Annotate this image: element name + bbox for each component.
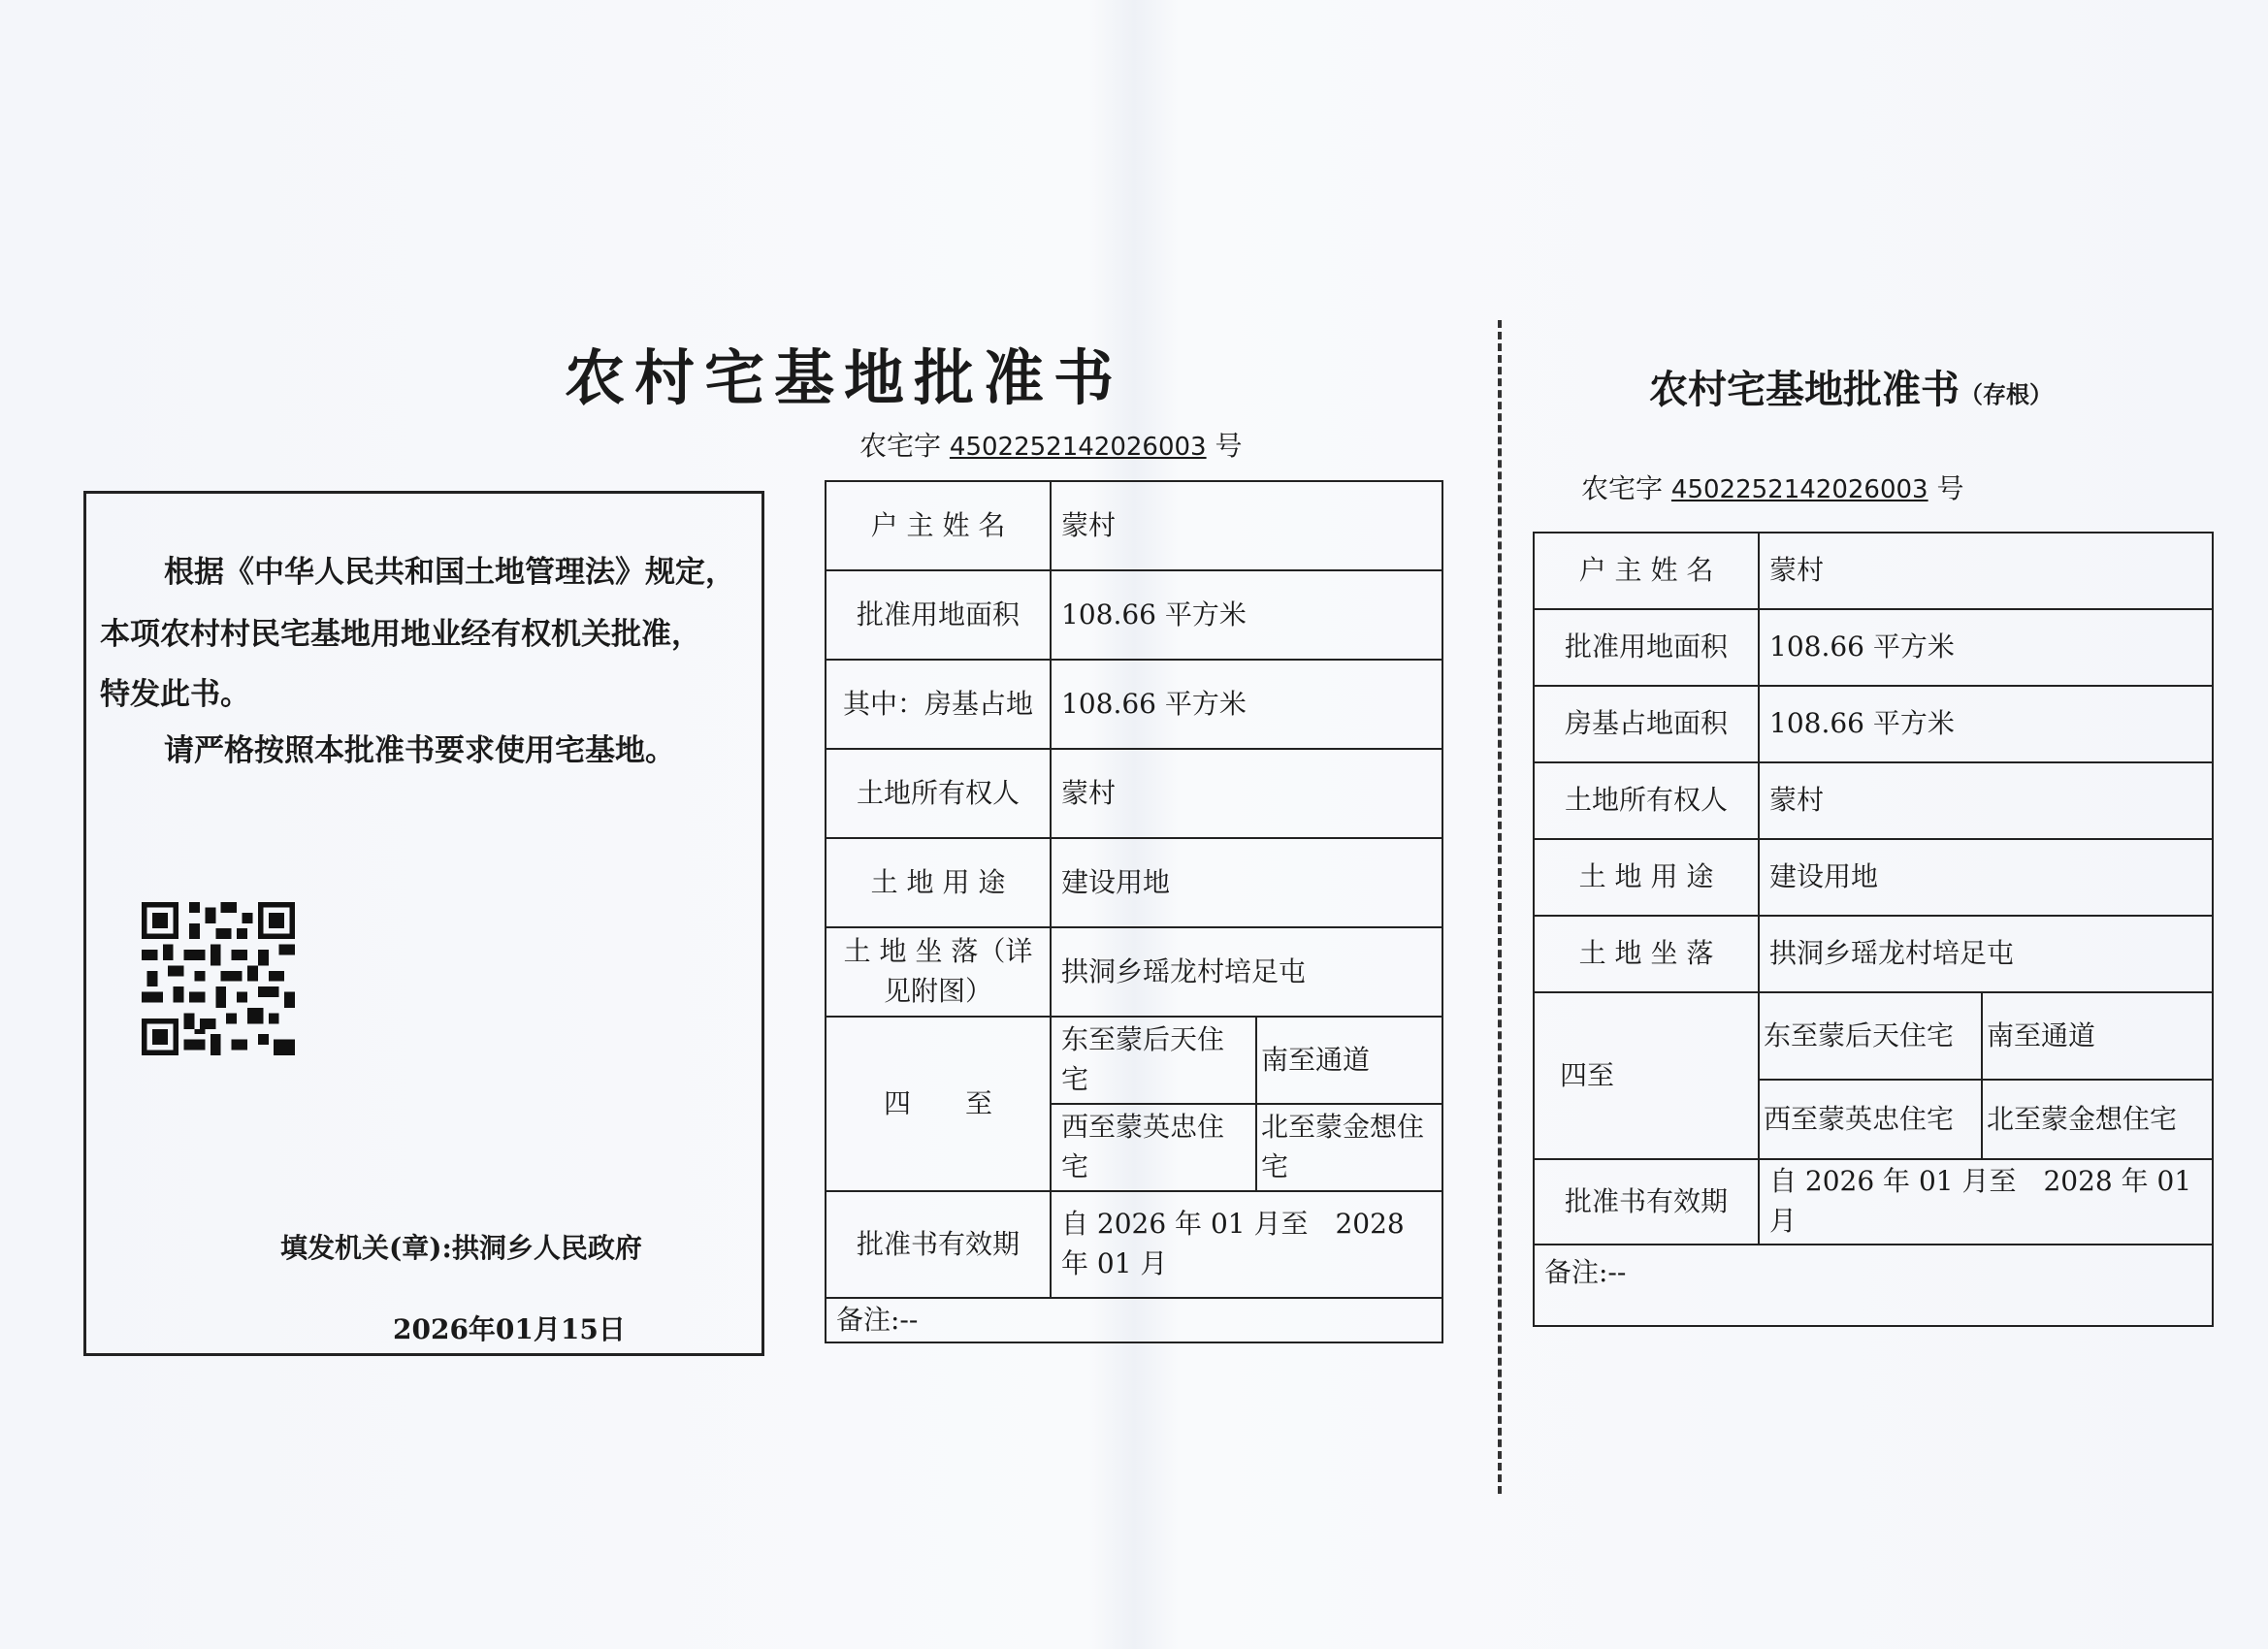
- location-value: 拱洞乡瑶龙村培足屯: [1051, 927, 1442, 1017]
- stub-landowner-value: 蒙村: [1759, 762, 2213, 839]
- validity-label: 批准书有效期: [826, 1191, 1051, 1298]
- document-number: [859, 425, 1243, 464]
- boundaries-label: 四 至: [826, 1017, 1051, 1191]
- stub-title-note: （存根）: [1960, 380, 2053, 408]
- landowner-label: 土地所有权人: [826, 749, 1051, 838]
- stub-docno-suffix: 号: [1936, 472, 1964, 504]
- area-value: 108.66 平方米: [1051, 570, 1442, 660]
- stub-east-boundary: 东至蒙后天住宅: [1759, 992, 1982, 1080]
- base-area-label: 其中：房基占地: [826, 660, 1051, 749]
- issue-date: 2026年01月15日: [393, 1313, 626, 1345]
- stub-area-value: 108.66 平方米: [1759, 609, 2213, 686]
- qr-code-icon: [142, 902, 295, 1055]
- stub-location-label: 土 地 坐 落: [1534, 916, 1759, 992]
- stub-details-table: [1533, 532, 2214, 1327]
- statement-line-4: 请严格按照本批准书要求使用宅基地。: [164, 733, 675, 768]
- stub-boundaries-label: 四至: [1534, 992, 1759, 1159]
- east-boundary: 东至蒙后天住宅: [1051, 1017, 1256, 1104]
- north-boundary: 北至蒙金想住宅: [1256, 1104, 1442, 1191]
- docno-prefix: 农宅字: [859, 430, 942, 462]
- owner-value: 蒙村: [1051, 481, 1442, 570]
- land-use-label: 土 地 用 途: [826, 838, 1051, 927]
- stub-docno-prefix: 农宅字: [1581, 472, 1664, 504]
- stub-title-text: 农村宅基地批准书: [1649, 367, 1960, 412]
- landowner-value: 蒙村: [1051, 749, 1442, 838]
- stub-area-label: 批准用地面积: [1534, 609, 1759, 686]
- land-use-value: 建设用地: [1051, 838, 1442, 927]
- stub-base-area-value: 108.66 平方米: [1759, 686, 2213, 762]
- area-label: 批准用地面积: [826, 570, 1051, 660]
- tear-line: [1498, 320, 1502, 1494]
- stub-land-use-label: 土 地 用 途: [1534, 839, 1759, 916]
- docno-suffix: 号: [1215, 430, 1243, 462]
- stub-south-boundary: 南至通道: [1982, 992, 2213, 1080]
- stub-landowner-label: 土地所有权人: [1534, 762, 1759, 839]
- location-label: 土 地 坐 落（详见附图）: [826, 927, 1051, 1017]
- docno-number: 4502252142026003: [949, 433, 1207, 462]
- stub-owner-value: 蒙村: [1759, 533, 2213, 609]
- stub-validity-value: 自 2026 年 01 月至 2028 年 01 月: [1759, 1159, 2213, 1245]
- main-details-table: [825, 480, 1443, 1343]
- statement-line-3: 特发此书。: [100, 677, 250, 712]
- stub-north-boundary: 北至蒙金想住宅: [1982, 1080, 2213, 1159]
- statement-line-1: 根据《中华人民共和国土地管理法》规定，: [164, 555, 735, 590]
- statement-line-2: 本项农村村民宅基地用地业经有权机关批准，: [100, 617, 701, 652]
- stub-document-number: [1581, 468, 1964, 506]
- stub-base-area-label: 房基占地面积: [1534, 686, 1759, 762]
- west-boundary: 西至蒙英忠住宅: [1051, 1104, 1256, 1191]
- stub-title: [1649, 359, 2053, 414]
- stub-owner-label: 户 主 姓 名: [1534, 533, 1759, 609]
- stub-docno-number: 4502252142026003: [1670, 475, 1928, 504]
- south-boundary: 南至通道: [1256, 1017, 1442, 1104]
- base-area-value: 108.66 平方米: [1051, 660, 1442, 749]
- issuer: 填发机关(章):拱洞乡人民政府: [280, 1232, 642, 1264]
- stub-location-value: 拱洞乡瑶龙村培足屯: [1759, 916, 2213, 992]
- owner-label: 户 主 姓 名: [826, 481, 1051, 570]
- stub-remark: 备注:--: [1534, 1245, 2213, 1326]
- stub-land-use-value: 建设用地: [1759, 839, 2213, 916]
- stub-validity-label: 批准书有效期: [1534, 1159, 1759, 1245]
- remark: 备注:--: [826, 1298, 1442, 1342]
- validity-value: 自 2026 年 01 月至 2028 年 01 月: [1051, 1191, 1442, 1298]
- certificate-title: 农村宅基地批准书: [564, 342, 1123, 413]
- stub-west-boundary: 西至蒙英忠住宅: [1759, 1080, 1982, 1159]
